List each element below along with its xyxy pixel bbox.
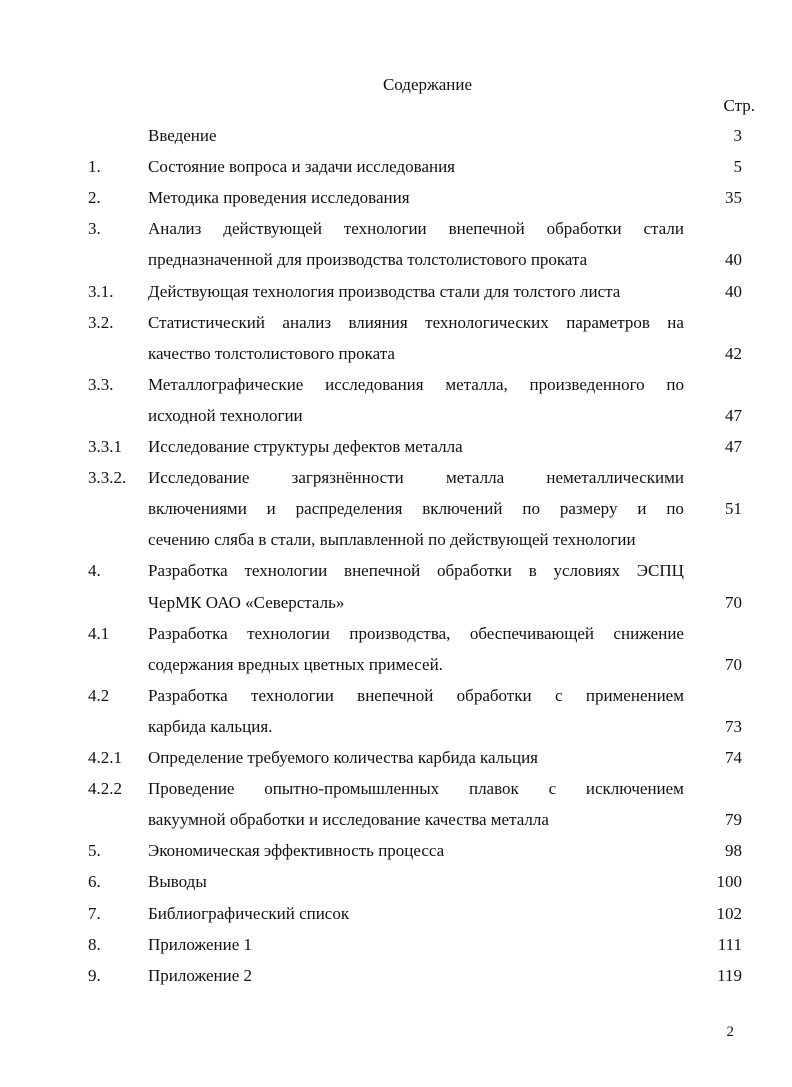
entry-number: 1. xyxy=(88,157,101,177)
entry-title-line: Выводы xyxy=(148,872,207,892)
entry-number: 4.1 xyxy=(88,623,110,643)
entry-title-line: Исследование структуры дефектов металла xyxy=(148,437,463,456)
page-column-header: Стр. xyxy=(723,96,755,115)
entry-number: 4.2.2 xyxy=(88,779,122,799)
entry-number: 3.3.2. xyxy=(88,468,127,488)
entry-page: 51 xyxy=(725,499,742,519)
entry-page: 70 xyxy=(725,592,742,612)
entry-page: 40 xyxy=(725,250,742,270)
entry-page: 98 xyxy=(725,841,742,861)
entry-number: 3.3.1 xyxy=(88,437,122,456)
entry-title-line: Состояние вопроса и задачи исследования xyxy=(148,157,456,177)
entry-title-line: Действующая технология производства стали для толстого листа xyxy=(148,281,621,301)
entry-title-line: Библиографический список xyxy=(148,903,350,923)
entry-title-line: Разработка технологии внепечной обработки в условиях ЭСПЦ xyxy=(148,561,684,581)
entry-title-line: ЧерМК ОАО «Северсталь» xyxy=(148,592,345,612)
entry-title-line: вакуумной обработки и исследование качества металла xyxy=(148,810,549,830)
entry-number: 3. xyxy=(88,219,101,239)
entry-page: 79 xyxy=(725,810,742,830)
entry-title-line: Приложение 2 xyxy=(148,965,252,985)
entry-number: 2. xyxy=(88,188,101,208)
entry-page: 47 xyxy=(725,437,742,456)
entry-page: 40 xyxy=(725,281,742,301)
entry-title-line: сечению сляба в стали, выплавленной по действующей технологии xyxy=(148,530,636,550)
entry-title-line: Анализ действующей технологии внепечной обработки стали xyxy=(148,219,684,239)
entry-title-line: Приложение 1 xyxy=(148,934,252,954)
entry-title-line: Проведение опытно-промышленных плавок с исключением xyxy=(148,779,684,799)
entry-page: 100 xyxy=(716,872,742,892)
entry-page: 73 xyxy=(725,716,742,736)
entry-number: 4.2 xyxy=(88,685,110,705)
entry-page: 42 xyxy=(725,343,742,363)
entry-page: 70 xyxy=(725,654,742,674)
entry-number: 3.3. xyxy=(88,374,114,394)
entry-title-line: Разработка технологии внепечной обработки с применением xyxy=(148,685,684,705)
entry-number: 4.2.1 xyxy=(88,748,122,767)
entry-title-line: Разработка технологии производства, обеспечивающей снижение xyxy=(148,623,684,643)
entry-title-line: исходной технологии xyxy=(148,405,303,425)
entry-title-line: карбида кальция. xyxy=(148,716,273,736)
page-title: Содержание xyxy=(382,75,473,94)
entry-number: 3.2. xyxy=(88,312,114,332)
entry-page: 119 xyxy=(717,965,742,985)
entry-number: 5. xyxy=(88,841,101,861)
entry-title-line: содержания вредных цветных примесей. xyxy=(148,654,443,674)
entry-page: 74 xyxy=(725,748,742,767)
entry-title-line: предназначенной для производства толстолистового проката xyxy=(148,250,588,270)
entry-number: 3.1. xyxy=(88,281,114,301)
entry-number: 4. xyxy=(88,561,101,581)
entry-title-line: Определение требуемого количества карбида кальция xyxy=(148,748,539,767)
entry-number: 8. xyxy=(88,934,101,954)
entry-title-line: включениями и распределения включений по размеру и по xyxy=(148,499,684,519)
entry-page: 3 xyxy=(733,126,742,145)
entry-page: 111 xyxy=(717,934,742,954)
entry-number: 6. xyxy=(88,872,101,892)
entry-number: 9. xyxy=(88,965,101,985)
entry-title-line: качество толстолистового проката xyxy=(148,343,395,363)
entry-page: 5 xyxy=(733,157,742,177)
entry-title-line: Исследование загрязнённости металла неметаллическими xyxy=(148,468,684,488)
entry-title-line: Введение xyxy=(148,126,217,145)
entry-title-line: Металлографические исследования металла, произведенного по xyxy=(148,374,684,394)
entry-page: 102 xyxy=(716,903,742,923)
entry-page: 35 xyxy=(725,188,742,208)
entry-page: 47 xyxy=(725,405,742,425)
entry-title-line: Экономическая эффективность процесса xyxy=(148,841,445,861)
entry-title-line: Статистический анализ влияния технологических параметров на xyxy=(148,312,684,332)
entry-title-line: Методика проведения исследования xyxy=(148,188,410,208)
entry-number: 7. xyxy=(88,903,101,923)
page-number: 2 xyxy=(726,1024,734,1040)
